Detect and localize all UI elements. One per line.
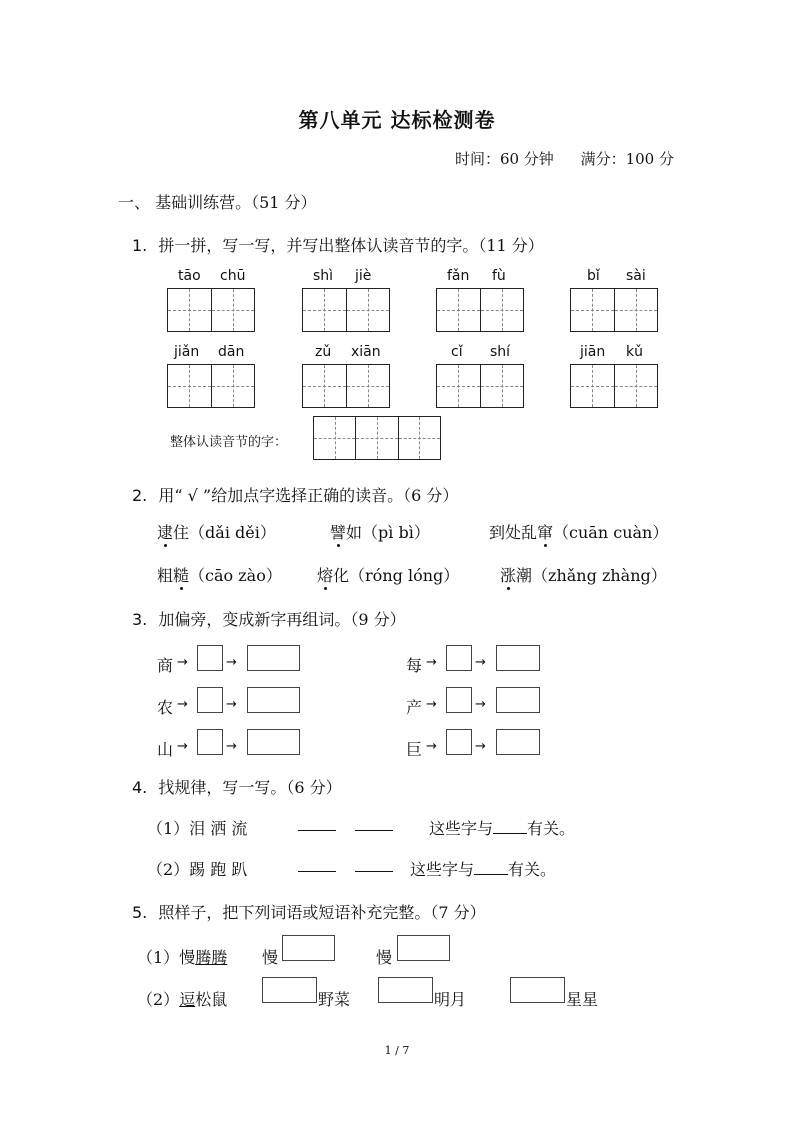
question-text: 找规律，写一写。（6 分） [158,778,342,797]
fill-box[interactable] [397,935,450,961]
answer-blank[interactable] [298,816,336,831]
dotted-char: 窜 [537,523,554,542]
radical-box[interactable] [446,729,472,755]
question-1 [132,233,544,256]
writing-grid[interactable] [302,288,390,332]
word-part: 住 [173,523,190,542]
writing-grid[interactable] [570,288,658,332]
word-part: 到处乱 [489,523,538,542]
radical-box[interactable] [446,645,472,671]
word-part: 潮 [516,566,533,585]
arrow-icon: → [475,697,486,712]
pinyin-label: chū [220,268,246,284]
pattern-hint-text: 有关。 [508,860,557,879]
writing-grid[interactable] [570,364,658,408]
question-2 [132,483,458,506]
writing-grid[interactable] [167,364,255,408]
fill-box[interactable] [262,977,317,1003]
writing-grid[interactable] [436,364,524,408]
dotted-char: 譬 [330,523,347,542]
pinyin-label: jiǎn [174,344,200,360]
dotted-char: 糙 [173,566,190,585]
pattern-hint-text: 这些字与 [429,819,494,838]
example-underlined: 腾腾 [195,948,228,967]
section-heading: 一、 基础训练营。（51 分） [118,193,317,212]
radical-char: 山 [157,740,174,759]
pinyin-label: zǔ [315,344,332,360]
writing-grid[interactable] [436,288,524,332]
arrow-icon: → [426,655,437,670]
dotted-char: 逮 [157,523,174,542]
radical-char: 巨 [406,740,423,759]
word-box[interactable] [496,729,540,755]
question-text: 加偏旁，变成新字再组词。（9 分） [158,610,406,629]
pinyin-options[interactable]: （róng lóng） [349,566,460,585]
arrow-icon: → [426,739,437,754]
writing-grid[interactable] [167,288,255,332]
radical-char: 产 [406,698,423,717]
question-number: 3. [132,610,148,629]
word-suffix: 野菜 [318,990,351,1009]
pinyin-label: fù [492,268,506,284]
question-5 [132,900,486,923]
question-text: 照样子，把下列词语或短语补充完整。（7 分） [158,903,486,922]
question-3 [132,607,406,630]
fill-box[interactable] [282,935,335,961]
example-text: 慢 [179,948,196,967]
pinyin-options[interactable]: （cāo zào） [189,566,282,585]
pronunciation-item [317,563,459,586]
arrow-icon: → [177,739,188,754]
word-part: 如 [346,523,363,542]
pinyin-options[interactable]: （cuān cuàn） [553,523,669,542]
pinyin-label: tāo [178,268,201,284]
pinyin-label: fǎn [447,268,470,284]
question-number: 5. [132,903,148,922]
exam-meta [433,148,674,169]
word-suffix: 星星 [566,990,599,1009]
arrow-icon: → [226,697,237,712]
pattern-hint [410,857,556,880]
word-box[interactable] [496,645,540,671]
radical-char: 农 [157,698,174,717]
arrow-icon: → [177,697,188,712]
word-box[interactable] [247,645,300,671]
word-part: 化 [333,566,350,585]
radical-box[interactable] [197,729,223,755]
radical-box[interactable] [197,645,223,671]
fill-box[interactable] [510,977,565,1003]
pinyin-label: bǐ [587,268,600,284]
page-title: 第八单元 达标检测卷 [298,108,496,132]
example-item [137,945,227,968]
answer-blank[interactable] [355,816,393,831]
example-underlined: 逗 [179,990,196,1009]
whole-syllable-grid[interactable] [313,416,441,460]
question-number: 1. [132,236,148,255]
pinyin-label: sài [626,268,646,284]
pinyin-label: shí [490,344,511,360]
arrow-icon: → [177,655,188,670]
exam-time: 时间：60 分钟 [454,150,554,168]
word-box[interactable] [496,687,540,713]
page-number: 1 / 7 [384,1044,410,1057]
item-label: （1） [137,948,180,967]
word-suffix: 明月 [434,990,467,1009]
example-text: 松鼠 [195,990,228,1009]
pronunciation-item [489,520,668,543]
question-number: 4. [132,778,148,797]
question-4 [132,775,342,798]
answer-blank[interactable] [298,857,336,872]
pinyin-options[interactable]: （zhǎng zhàng） [532,566,667,585]
arrow-icon: → [475,739,486,754]
pinyin-label: jiè [355,268,372,284]
word-prefix: 慢 [262,948,279,967]
item-label: （2） [137,990,180,1009]
pronunciation-item [157,563,282,586]
pinyin-label: jiān [580,344,606,360]
pronunciation-item [157,520,276,543]
word-part: 粗 [157,566,174,585]
writing-grid[interactable] [302,364,390,408]
dotted-char: 涨 [500,566,517,585]
pronunciation-item [330,520,430,543]
question-text: 用“ √ ”给加点字选择正确的读音。（6 分） [158,486,459,505]
pinyin-label: kǔ [626,344,643,360]
radical-char: 每 [406,656,423,675]
word-prefix: 慢 [376,948,393,967]
pinyin-options[interactable]: （pì bì） [362,523,430,542]
fill-box[interactable] [378,977,433,1003]
answer-blank[interactable] [493,819,527,834]
question-text: 拼一拼，写一写，并写出整体认读音节的字。（11 分） [158,236,544,255]
example-item [137,987,227,1010]
arrow-icon: → [426,697,437,712]
pattern-item-label: （2）踢 跑 趴 [147,860,248,879]
exam-score: 满分：100 分 [580,150,674,168]
radical-box[interactable] [197,687,223,713]
pattern-hint-text: 有关。 [527,819,576,838]
pattern-item-label: （1）泪 洒 流 [147,819,248,838]
word-box[interactable] [247,729,300,755]
arrow-icon: → [226,655,237,670]
question-number: 2. [132,486,148,505]
word-box[interactable] [247,687,300,713]
answer-blank[interactable] [355,857,393,872]
answer-blank[interactable] [474,860,508,875]
dotted-char: 熔 [317,566,334,585]
arrow-icon: → [475,655,486,670]
pinyin-options[interactable]: （dǎi děi） [189,523,276,542]
pattern-hint [429,816,575,839]
pronunciation-item [500,563,667,586]
pattern-hint-text: 这些字与 [410,860,475,879]
pinyin-label: dān [218,344,245,360]
pinyin-label: cǐ [451,344,463,360]
whole-syllable-label: 整体认读音节的字： [170,435,288,450]
radical-box[interactable] [446,687,472,713]
pinyin-label: xiān [351,344,381,360]
radical-char: 商 [157,656,174,675]
arrow-icon: → [226,739,237,754]
pinyin-label: shì [313,268,334,284]
